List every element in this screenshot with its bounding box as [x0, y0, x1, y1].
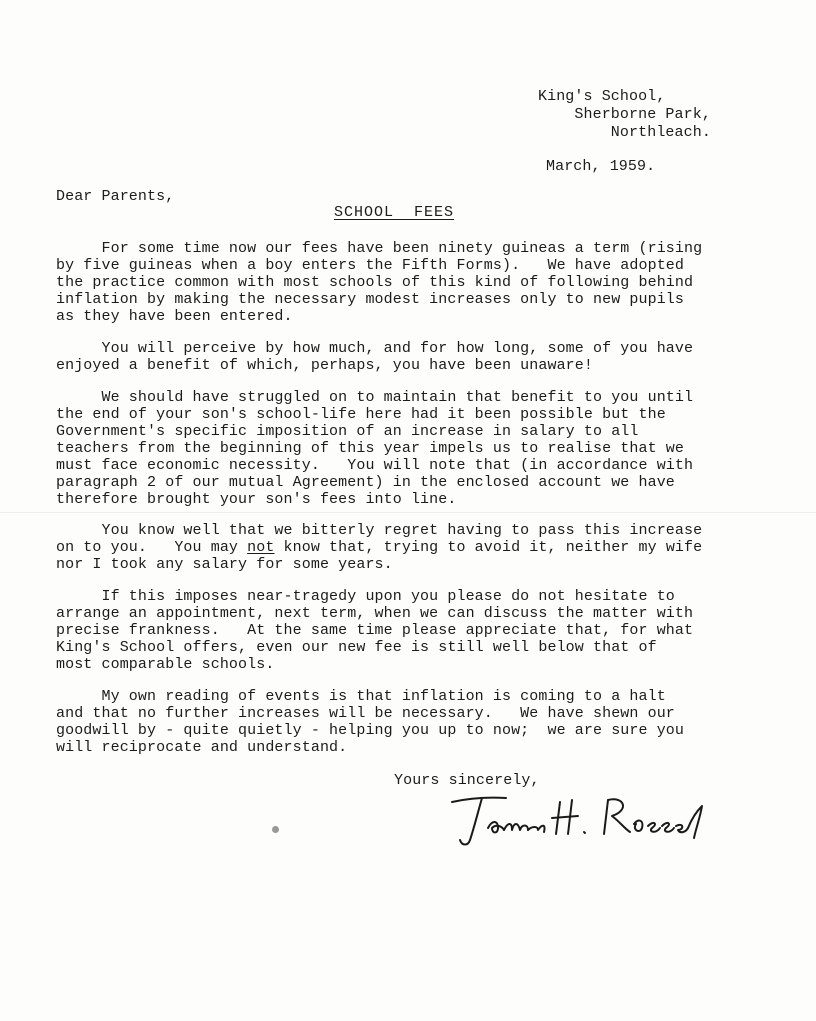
paragraph-line: teachers from the beginning of this year impels us to realise that we	[56, 440, 685, 457]
ink-smudge	[272, 826, 279, 833]
paragraph-line: as they have been entered.	[56, 308, 293, 325]
paragraph-line: and that no further increases will be necessary. We have shewn our	[56, 705, 675, 722]
address-line-2: Sherborne Park,	[538, 106, 711, 123]
paragraph-line: You know well that we bitterly regret having to pass this increase	[56, 522, 703, 539]
paragraph-line: must face economic necessity. You will note that (in accordance with	[56, 457, 694, 474]
paragraph-line: inflation by making the necessary modest increases only to new pupils	[56, 291, 685, 308]
signature-image	[448, 788, 708, 852]
paragraph-line: most comparable schools.	[56, 656, 275, 673]
letter-heading: SCHOOL FEES	[334, 204, 455, 221]
paragraph-line: goodwill by - quite quietly - helping you up to now; we are sure you	[56, 722, 685, 739]
emphasis-not: not	[247, 539, 275, 556]
paragraph-line: therefore brought your son's fees into line.	[56, 491, 457, 508]
paragraph-line: precise frankness. At the same time please appreciate that, for what	[56, 622, 694, 639]
address-line-1: King's School,	[538, 88, 666, 105]
paragraph-line: enjoyed a benefit of which, perhaps, you have been unaware!	[56, 357, 593, 374]
paragraph-line: nor I took any salary for some years.	[56, 556, 393, 573]
paragraph-line	[56, 539, 702, 556]
paragraph-line: the end of your son's school-life here had it been possible but the	[56, 406, 666, 423]
paragraph-line: Government's specific imposition of an increase in salary to all	[56, 423, 639, 440]
paragraph-line: We should have struggled on to maintain that benefit to you until	[56, 389, 694, 406]
paragraph-line: arrange an appointment, next term, when we can discuss the matter with	[56, 605, 694, 622]
paragraph-line: King's School offers, even our new fee is still well below that of	[56, 639, 657, 656]
letter-date: March, 1959.	[546, 158, 656, 175]
address-line-3: Northleach.	[538, 124, 711, 141]
paragraph-line: If this imposes near-tragedy upon you please do not hesitate to	[56, 588, 675, 605]
salutation: Dear Parents,	[56, 188, 175, 205]
paragraph-line: by five guineas when a boy enters the Fifth Forms). We have adopted	[56, 257, 685, 274]
text-run: on to you. You may	[56, 539, 248, 556]
paragraph-line: the practice common with most schools of this kind of following behind	[56, 274, 694, 291]
closing: Yours sincerely,	[394, 772, 540, 789]
paragraph-line: will reciprocate and understand.	[56, 739, 348, 756]
paragraph-line: paragraph 2 of our mutual Agreement) in the enclosed account we have	[56, 474, 675, 491]
paragraph-line: My own reading of events is that inflation is coming to a halt	[56, 688, 666, 705]
paragraph-line: You will perceive by how much, and for how long, some of you have	[56, 340, 694, 357]
paragraph-line: For some time now our fees have been ninety guineas a term (rising	[56, 240, 703, 257]
text-run: know that, trying to avoid it, neither my wife	[274, 539, 703, 556]
